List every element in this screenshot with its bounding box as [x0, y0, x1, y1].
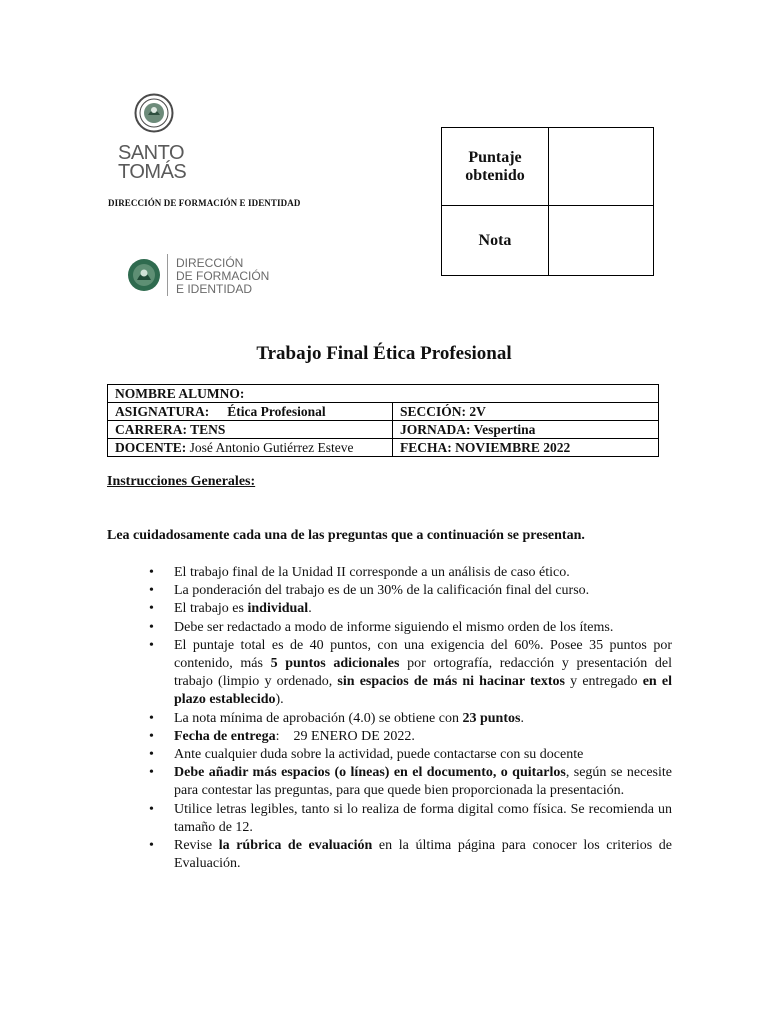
santo-tomas-emblem-icon	[134, 93, 174, 133]
subject-cell: ASIGNATURA: Ética Profesional	[108, 403, 393, 421]
list-item: • La ponderación del trabajo es de un 30% de la calificación final del curso.	[149, 582, 672, 600]
instructions-list	[149, 564, 672, 873]
list-item: • Revise la rúbrica de evaluación en la última página para conocer los criterios de Evaluación.	[149, 837, 672, 873]
section-cell: SECCIÓN: 2V	[393, 403, 659, 421]
career-cell: CARRERA: TENS	[108, 421, 393, 439]
department-emblem-icon	[127, 258, 161, 292]
date-cell: FECHA: NOVIEMBRE 2022	[393, 439, 659, 457]
instructions-heading: Instrucciones Generales:	[107, 474, 256, 489]
student-name-cell[interactable]: NOMBRE ALUMNO:	[108, 385, 659, 403]
grade-label-cell: Nota	[442, 206, 549, 276]
schedule-cell: JORNADA: Vespertina	[393, 421, 659, 439]
department-logo-divider	[167, 254, 168, 296]
score-value-cell[interactable]	[549, 128, 654, 206]
student-info-table	[107, 384, 659, 457]
list-item: • El puntaje total es de 40 puntos, con una exigencia del 60%. Posee 35 puntos por contenido, más 5 puntos adicionales por ortografía, redacción y presentación del trabajo (limpio y ordenado, sin espacios de más ni hacinar textos y entregado en el plazo establecido).	[149, 637, 672, 710]
list-item: • Debe añadir más espacios (o líneas) en el documento, o quitarlos, según se necesite para contestar las preguntas, para que quede bien proporcionada la presentación.	[149, 764, 672, 800]
teacher-cell: DOCENTE: José Antonio Gutiérrez Esteve	[108, 439, 393, 457]
grade-value-cell[interactable]	[549, 206, 654, 276]
santo-tomas-wordmark: SANTO TOMÁS	[118, 142, 187, 183]
list-item: • El trabajo final de la Unidad II corresponde a un análisis de caso ético.	[149, 564, 672, 582]
list-item: • La nota mínima de aprobación (4.0) se obtiene con 23 puntos.	[149, 710, 672, 728]
list-item: • Ante cualquier duda sobre la actividad, puede contactarse con su docente	[149, 746, 672, 764]
document-title: Trabajo Final Ética Profesional	[256, 343, 512, 364]
department-heading: DIRECCIÓN DE FORMACIÓN E IDENTIDAD	[108, 198, 301, 208]
score-label-cell: Puntaje obtenido	[442, 128, 549, 206]
department-logo-text: DIRECCIÓN DE FORMACIÓN E IDENTIDAD	[176, 256, 270, 296]
list-item: • Debe ser redactado a modo de informe siguiendo el mismo orden de los ítems.	[149, 619, 672, 637]
list-item: • Fecha de entrega: 29 ENERO DE 2022.	[149, 728, 672, 746]
score-table	[441, 127, 654, 276]
list-item: • El trabajo es individual.	[149, 600, 672, 618]
instructions-lead: Lea cuidadosamente cada una de las preguntas que a continuación se presentan.	[107, 528, 585, 543]
list-item: • Utilice letras legibles, tanto si lo realiza de forma digital como física. Se recomienda un tamaño de 12.	[149, 801, 672, 837]
